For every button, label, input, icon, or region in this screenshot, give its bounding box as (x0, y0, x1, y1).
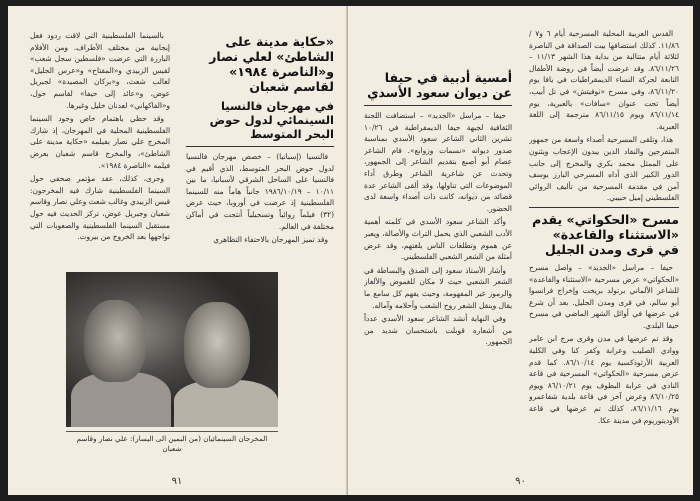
right-page (347, 6, 693, 495)
article-paragraph: وأشار الأستاذ سعود إلى الصدق والبساطة في الشعر الشعبي حيث لا مكان للغموض والألغاز والرموز غير المفهومة، وحيث يفهم كل سامع ما يقال وينقل الشعر روح الشعب وأحلامه وآماله. (364, 265, 512, 310)
page-number: ٩١ (171, 476, 183, 487)
film-festival-headline: «حكاية مدينة على الشاطئ» لعلي نصار و«الناصرة ١٩٨٤» لقاسم شعبان (209, 34, 334, 94)
left-page-right-column (186, 30, 334, 270)
theatre-headline: مسرح «الحكواتي» يقدم «الاستثناء والقاعدة» في قرى ومدن الجليل (532, 211, 679, 257)
article-paragraph: وفي النهاية أنشد الشاعر سعود الأسدي عدداً من أشعاره قوبلت باستحسان شديد من الجمهور. (364, 314, 512, 347)
left-page-left-column (30, 30, 170, 270)
poetry-evening-headline: أمسية أدبية في حيفا عن ديوان سعود الأسدي (367, 70, 512, 100)
article-paragraph: وقد حظي باهتمام خاص وجود السينما الفلسطينية المحلية في المهرجان، إذ شارك المخرج علي نصار بفيلمه «حكاية مدينة على الشاطئ»، والمخرج قاسم شعبان بعرض فيلمه «الناصرة ١٩٨٤». (30, 114, 170, 170)
directors-photo (66, 272, 278, 427)
film-festival-subheadline: في مهرجان فالنسيا السينمائي لدول حوض البحر المتوسط (209, 99, 334, 141)
photo-face-left (84, 300, 146, 382)
left-page (8, 6, 347, 495)
article-paragraph: وقد تم عرضها في مدن وقرى مرج ابن عامر ووادي الصليب وعرابة وكفر كنا وفي الكلية العربية الأرثوذكسية يوم ٨٦/١٠/١٤. كما قدم عرض مسرحية «الحكواتي» المسرحية في قاعة النادي في عرابة البطوف يوم ٨٦/١٠/٢١ ويوم ٨٦/١٠/٢٥ وعرض آخر في قاعة بلدية شفاعمرو يوم ٨٦/١١/١٦، كذلك تم عرضها في قاعة الأوديتوريوم في مدينة عكا. (529, 334, 679, 425)
photo-face-right (184, 302, 250, 388)
article-paragraph: فالنسيا (إسبانيا) – خصص مهرجان فالنسيا لدول حوض البحر المتوسط، الذي أقيم في فالنسيا على الساحل الشرقي لأسبانيا، ما بين ١٠/١١ – ١٩٨٦/١٠/١٩ جانباً هاماً منه للسينما الفلسطينية إذ عرضت في أوروبا، حيث عرض (٣٢) فيلماً روائياً وتسجيلياً أنتجت في أماكن مختلفة في العالم. (186, 152, 334, 231)
article-paragraph: هذا، وتلقى المسرحية أصداء واسعة من جمهور المتفرجين والنقاد الذين يبدون الإعجاب ويثنون على الممثل محمد بكري والمخرج إلى جانب الدور الكبير الذي أداه المسرحي البارز يوسف آمن في مقدمة المسرحية من تأليف الروائي الفلسطيني إميل حبيبي. (529, 135, 679, 203)
divider (364, 105, 512, 106)
article-paragraph: حيفا – مراسل «الجديد» – استضافت اللجنة الثقافية لجبهة حيفا الديمقراطية في ١٠/٢٦ تشرين الثاني الشاعر سعود الأسدي بمناسبة صدور ديوانه «نسمات وزوابع». قام الشاعر عصام أبو أصبع بتقديم الشاعر إلى الجمهور، وتحدث عن شاعرية الشاعر وطرق أداء الموضوعات التي تناولها، وقد ألقى الشاعر عدة قصائد من ديوانه، كانت ذات أصداء واسعة لدى الحضور. (364, 111, 512, 213)
article-paragraph: حيفا – مراسل «الجديد» – واصل مسرح «الحكواتي» عرض مسرحية «الاستثناء والقاعدة» للشاعر الألماني برتولد بريخت وإخراج فرانسوا أبو سالم، في قرى ومدن الجليل. بعد أن شرع في عرضها في أوائل الشهر الماضي في مسرح حيفا البلدي. (529, 262, 679, 330)
article-paragraph: القدس العربية المحلية المسرحية أيام ٦ و٧ /١١/٨٦. كذلك استضافها بيت الصداقة في الناصرة لثلاثة أيام متتالية من بداية هذا الشهر ١١/١٣ – ٨٦/١١/٢٦. وقد عرضت أيضاً في روضة الأطفال التابعة لحركة النساء الديمقراطيات في يافا يوم ٨٦/١١/٢٠، وفي مسرح «نوفيتش» في تل أبيب، أيضاً تحت عنوان «سافات» بالعبرية، يوم ٨٦/١١/١٤ ويوم ٨٦/١١/١٥ مترجمة إلى اللغة العبرية. (529, 29, 679, 131)
page-number: ٩٠ (515, 476, 526, 487)
article-paragraph: وأكد الشاعر سعود الأسدي في كلمته أهمية الأدب الشعبي الذي يحمل التراث والأصالة، ويعبر عن هموم وتطلعات الناس بلغتهم، وقد عرض أمثلة من الشعر الشعبي الفلسطيني. (364, 217, 512, 262)
divider (529, 207, 679, 208)
photo-caption: المخرجان السينمائيان (من اليمين الى اليسار): علي نصار وقاسم شعبان (66, 431, 278, 454)
article-paragraph: وقد تميز المهرجان بالاحتفاء التظاهري (213, 235, 328, 245)
right-page-right-column (529, 28, 679, 472)
divider (186, 146, 334, 147)
article-paragraph: وجرى، كذلك، عقد مؤتمر صحفي حول السينما الفلسطينية شارك فيه المخرجون: قيس الزبيدي وغالب شعث وعلي نصار وقاسم شعبان وجبريل عوض، تركز الحديث فيه حول مستقبل السينما الفلسطينية والصعوبات التي تواجهها بعد الخروج من بيروت. (30, 174, 170, 242)
article-paragraph: بالسينما الفلسطينية التي لاقت ردود فعل إيجابية من مختلف الأطراف. ومن الأفلام البارزة التي عرضت «فلسطين سجل شعب» لقيس الزبيدي و«المفتاح» و«عرس الجليل» لغالب شعث، و«بركان المصيدة» لجبريل عوض، و«عائد إلى حيفا» لقاسم حول، و«الفاكهاني» لعدنان خليل وغيرها. (30, 31, 170, 110)
right-page-left-column (364, 66, 512, 466)
